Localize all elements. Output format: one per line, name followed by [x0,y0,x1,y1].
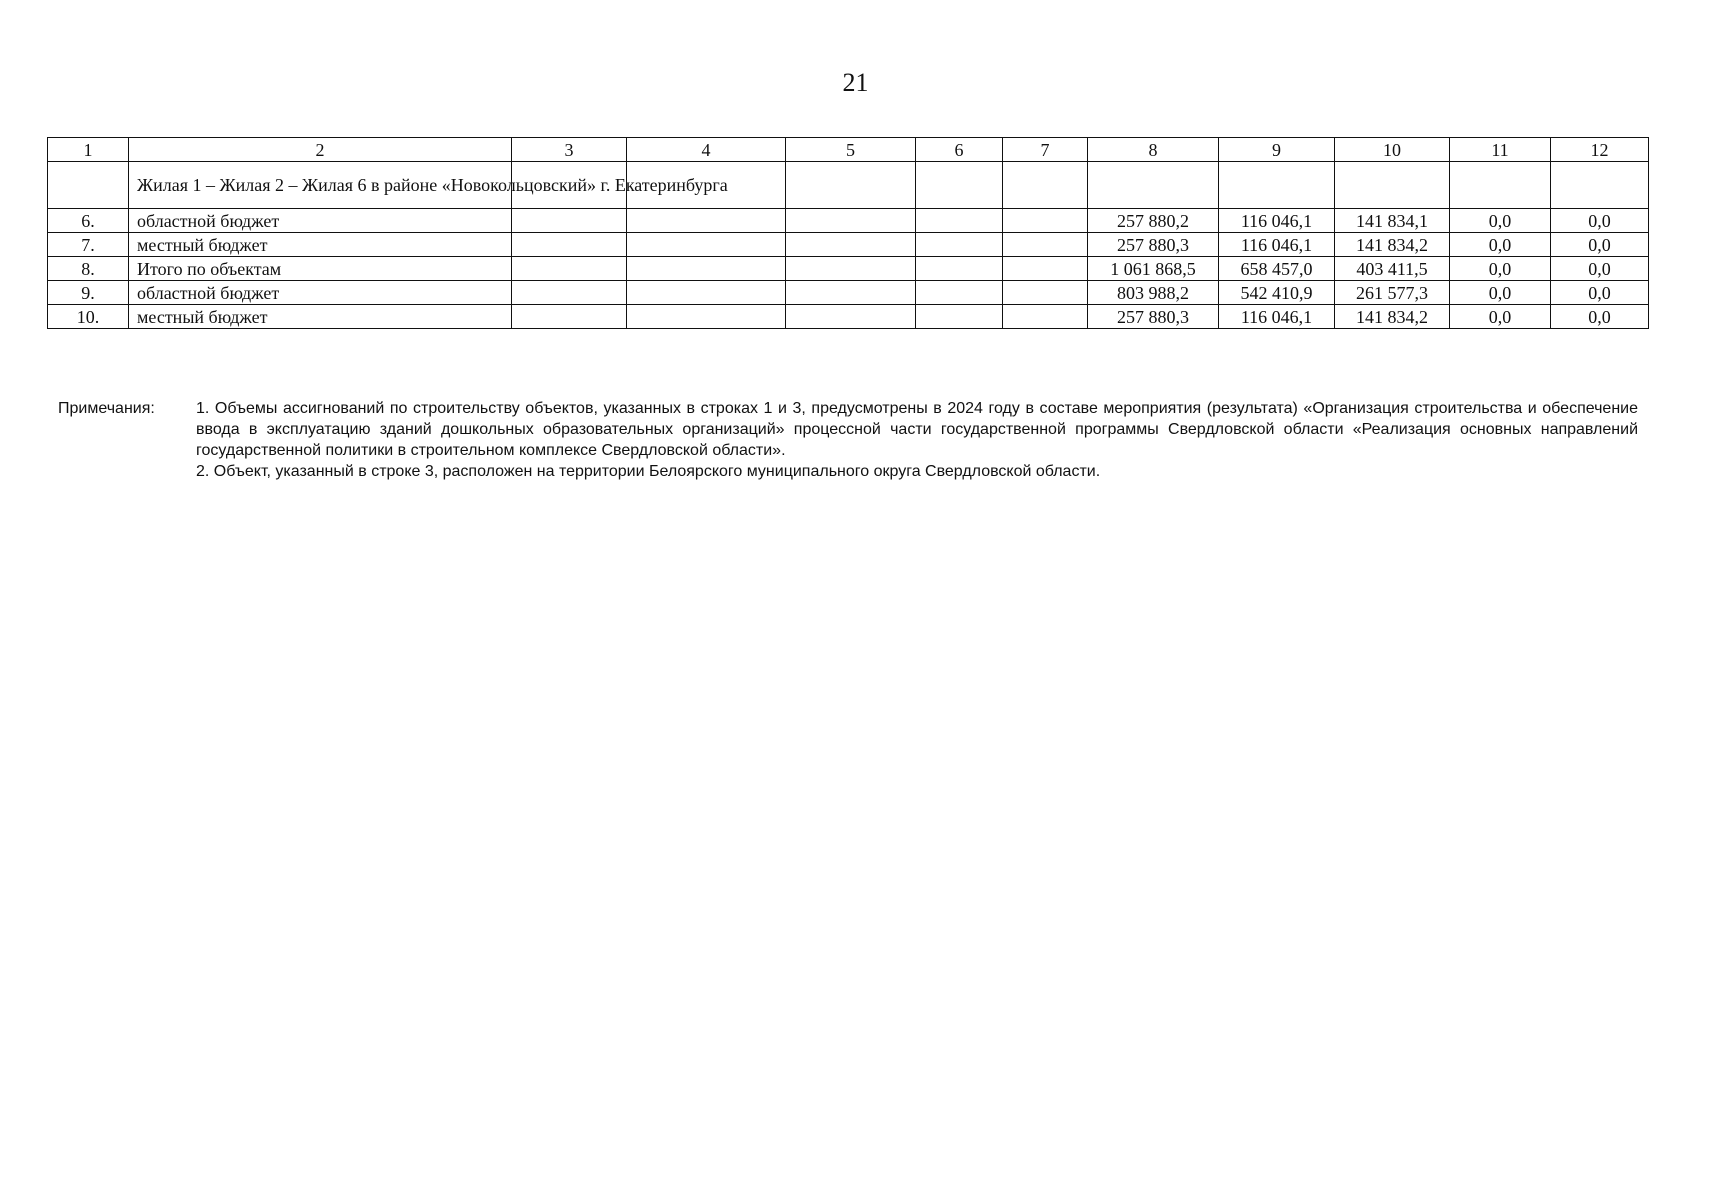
header-cell-4: 4 [627,138,786,162]
cell-10: 261 577,3 [1335,281,1450,305]
cell-10 [1335,162,1450,209]
cell-10: 141 834,2 [1335,305,1450,329]
header-cell-11: 11 [1450,138,1551,162]
cell-9: 116 046,1 [1219,209,1335,233]
table-header-row [48,138,1649,162]
cell-7 [1003,257,1088,281]
cell-11 [1450,162,1551,209]
cell-8: 1 061 868,5 [1088,257,1219,281]
budget-table [47,137,1649,329]
cell-8 [1088,162,1219,209]
cell-3 [512,257,627,281]
cell-9: 116 046,1 [1219,233,1335,257]
cell-11: 0,0 [1450,281,1551,305]
cell-5 [786,305,916,329]
cell-12: 0,0 [1551,281,1649,305]
cell-10: 403 411,5 [1335,257,1450,281]
table-row [48,162,1649,209]
cell-9: 658 457,0 [1219,257,1335,281]
cell-5 [786,162,916,209]
cell-11: 0,0 [1450,305,1551,329]
cell-4 [627,257,786,281]
cell-8: 257 880,3 [1088,233,1219,257]
table-row [48,281,1649,305]
header-cell-6: 6 [916,138,1003,162]
object-name: местный бюджет [129,305,512,329]
row-number: 9. [48,281,129,305]
object-name: областной бюджет [129,209,512,233]
header-cell-9: 9 [1219,138,1335,162]
table-row [48,233,1649,257]
cell-7 [1003,281,1088,305]
cell-5 [786,233,916,257]
object-name: областной бюджет [129,281,512,305]
header-cell-8: 8 [1088,138,1219,162]
cell-12: 0,0 [1551,209,1649,233]
cell-6 [916,162,1003,209]
header-cell-7: 7 [1003,138,1088,162]
table-row [48,305,1649,329]
cell-6 [916,233,1003,257]
cell-8: 257 880,3 [1088,305,1219,329]
note-item-2: 2. Объект, указанный в строке 3, расположен на территории Белоярского муниципального округа Свердловской области. [196,463,1101,480]
cell-12: 0,0 [1551,257,1649,281]
cell-10: 141 834,2 [1335,233,1450,257]
cell-11: 0,0 [1450,209,1551,233]
cell-3 [512,305,627,329]
cell-7 [1003,209,1088,233]
cell-6 [916,209,1003,233]
cell-4 [627,281,786,305]
header-cell-3: 3 [512,138,627,162]
note-item-1: 1. Объемы ассигнований по строительству объектов, указанных в строках 1 и 3, предусмотрены в 2024 году в составе мероприятия (результата) «Организация строительства и обеспечение ввода в эксплуатацию зданий дошкольных образовательных организаций» процессной части государственной программы Свердловской области «Реализация основных направлений государственной политики в строительном комплексе Свердловской области». [196,400,1638,459]
header-cell-5: 5 [786,138,916,162]
cell-7 [1003,162,1088,209]
header-cell-2: 2 [129,138,512,162]
cell-3 [512,281,627,305]
cell-9: 542 410,9 [1219,281,1335,305]
cell-6 [916,305,1003,329]
cell-5 [786,257,916,281]
cell-9 [1219,162,1335,209]
page-number: 21 [842,68,869,97]
notes-section [58,398,1638,482]
header-cell-1: 1 [48,138,129,162]
row-number: 10. [48,305,129,329]
notes-body [196,398,1638,482]
cell-12: 0,0 [1551,305,1649,329]
cell-5 [786,281,916,305]
cell-8: 257 880,2 [1088,209,1219,233]
cell-3 [512,233,627,257]
cell-7 [1003,305,1088,329]
cell-6 [916,257,1003,281]
cell-5 [786,209,916,233]
table-row [48,257,1649,281]
object-name: местный бюджет [129,233,512,257]
row-number: 8. [48,257,129,281]
header-cell-10: 10 [1335,138,1450,162]
table-row [48,209,1649,233]
cell-11: 0,0 [1450,233,1551,257]
cell-4 [627,209,786,233]
cell-9: 116 046,1 [1219,305,1335,329]
header-cell-12: 12 [1551,138,1649,162]
cell-11: 0,0 [1450,257,1551,281]
object-name: Итого по объектам [129,257,512,281]
cell-3 [512,209,627,233]
cell-4 [627,305,786,329]
row-number: 6. [48,209,129,233]
cell-4 [627,233,786,257]
cell-12 [1551,162,1649,209]
row-number: 7. [48,233,129,257]
notes-label: Примечания: [58,400,155,417]
cell-10: 141 834,1 [1335,209,1450,233]
object-name: Жилая 1 – Жилая 2 – Жилая 6 в районе «Новокольцовский» г. Екатеринбурга [129,162,512,209]
row-number [48,162,129,209]
cell-12: 0,0 [1551,233,1649,257]
cell-7 [1003,233,1088,257]
cell-6 [916,281,1003,305]
cell-8: 803 988,2 [1088,281,1219,305]
